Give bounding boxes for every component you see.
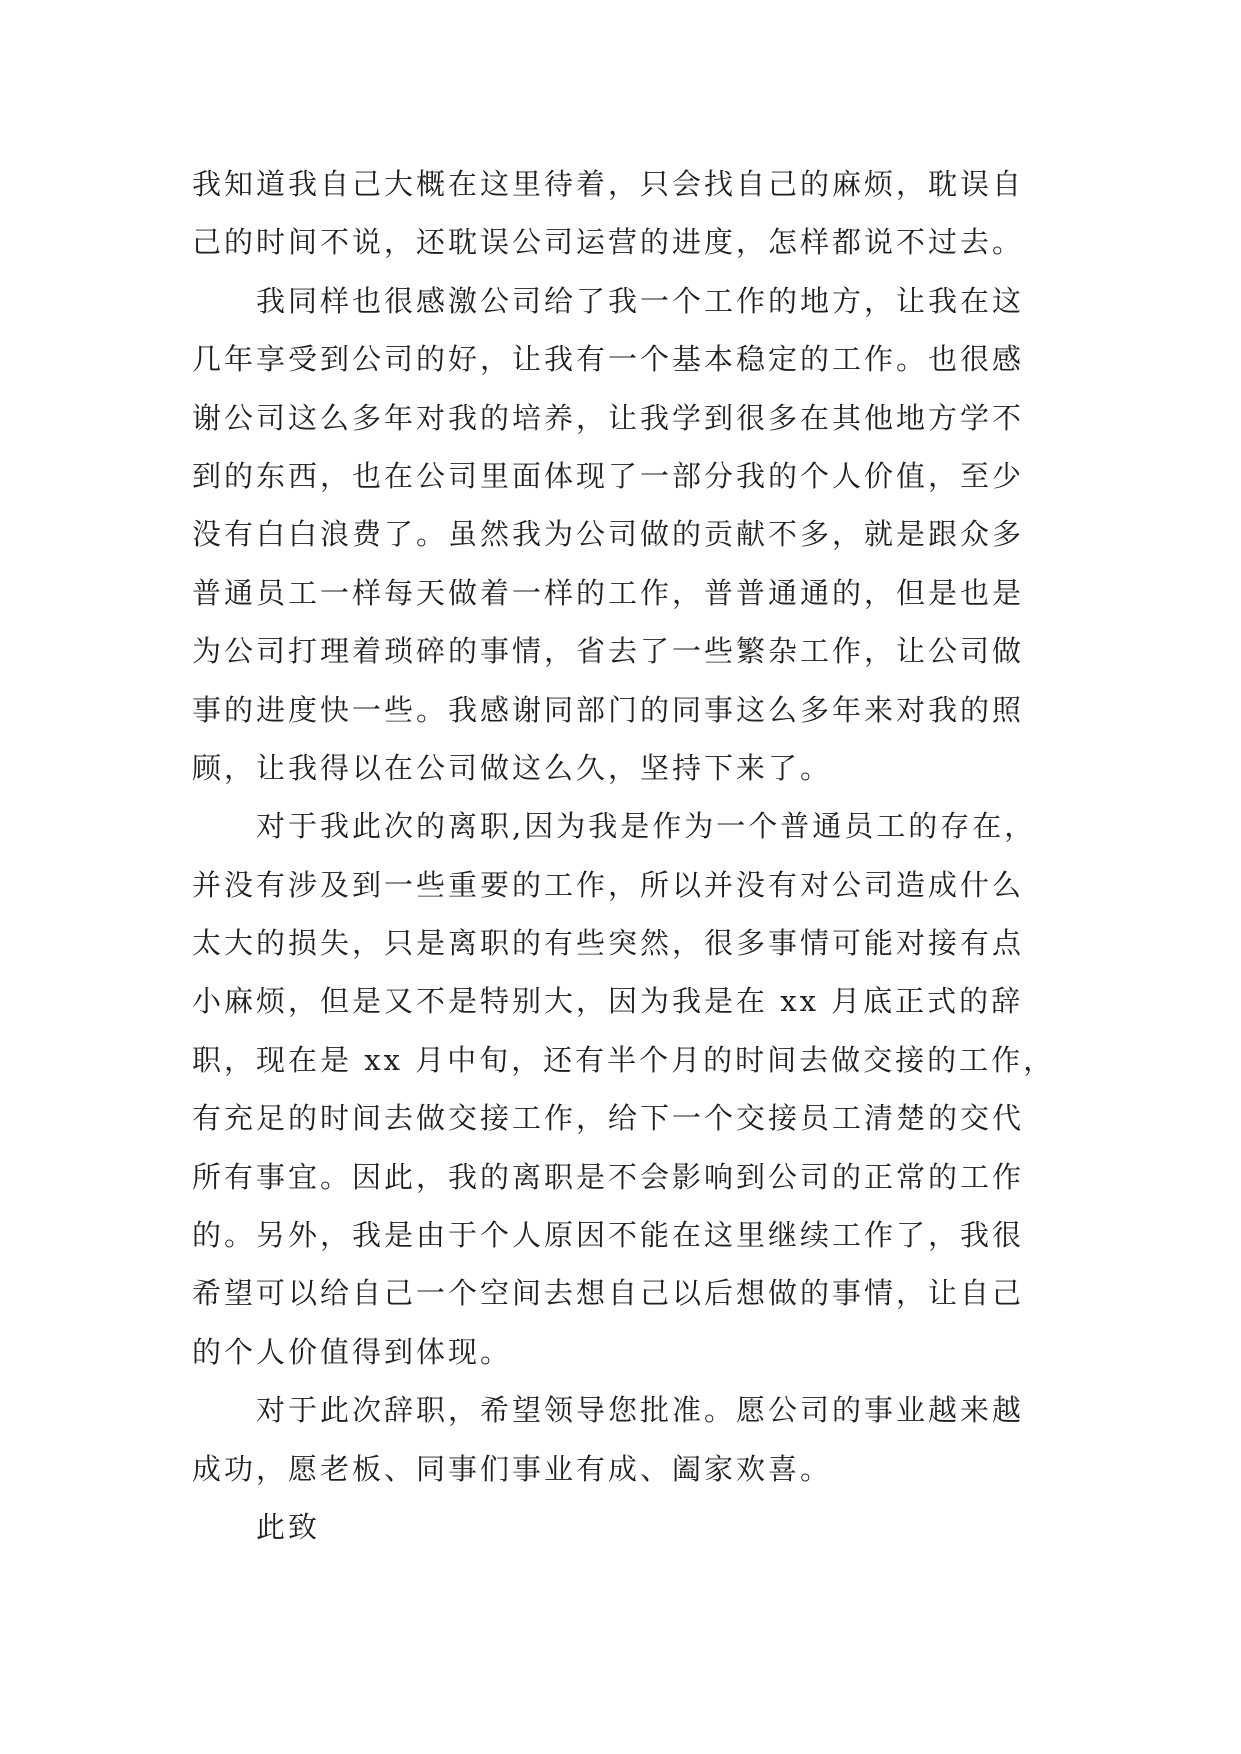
text-line: 己的时间不说，还耽误公司运营的进度，怎样都说不过去。 — [192, 225, 1025, 260]
text-line: 成功，愿老板、同事们事业有成、阖家欢喜。 — [192, 1451, 833, 1486]
text-line: 事的进度快一些。我感谢同部门的同事这么多年来对我的照 — [192, 692, 1025, 727]
closing-salutation: 此致 — [256, 1509, 321, 1544]
text-line: 对于我此次的离职,因为我是作为一个普通员工的存在， — [256, 809, 1037, 844]
text-line: 到的东西，也在公司里面体现了一部分我的个人价值，至少 — [192, 458, 1025, 493]
text-line: 普通员工一样每天做着一样的工作，普普通通的，但是也是 — [192, 575, 1025, 610]
text-line: 几年享受到公司的好，让我有一个基本稳定的工作。也很感 — [192, 342, 1025, 377]
text-line: 的。另外，我是由于个人原因不能在这里继续工作了，我很 — [192, 1218, 1025, 1253]
text-line: 我同样也很感激公司给了我一个工作的地方，让我在这 — [256, 283, 1025, 318]
text-line: 小麻烦，但是又不是特别大，因为我是在 xx 月底正式的辞 — [192, 984, 1024, 1019]
text-line: 所有事宜。因此，我的离职是不会影响到公司的正常的工作 — [192, 1159, 1025, 1194]
text-line: 希望可以给自己一个空间去想自己以后想做的事情，让自己 — [192, 1276, 1025, 1311]
text-line: 的个人价值得到体现。 — [192, 1334, 513, 1369]
letter-body — [192, 155, 1062, 1556]
text-line: 我知道我自己大概在这里待着，只会找自己的麻烦，耽误自 — [192, 167, 1025, 201]
text-line: 职，现在是 xx 月中旬，还有半个月的时间去做交接的工作， — [192, 1042, 1056, 1077]
text-line: 顾，让我得以在公司做这么久，坚持下来了。 — [192, 750, 833, 785]
text-line: 谢公司这么多年对我的培养，让我学到很多在其他地方学不 — [192, 400, 1025, 435]
text-line: 为公司打理着琐碎的事情，省去了一些繁杂工作，让公司做 — [192, 634, 1025, 669]
text-line: 对于此次辞职，希望领导您批准。愿公司的事业越来越 — [256, 1393, 1025, 1428]
text-line: 并没有涉及到一些重要的工作，所以并没有对公司造成什么 — [192, 867, 1025, 902]
text-line: 有充足的时间去做交接工作，给下一个交接员工清楚的交代 — [192, 1101, 1025, 1136]
text-line: 没有白白浪费了。虽然我为公司做的贡献不多，就是跟众多 — [192, 517, 1025, 552]
text-line: 太大的损失，只是离职的有些突然，很多事情可能对接有点 — [192, 926, 1025, 961]
